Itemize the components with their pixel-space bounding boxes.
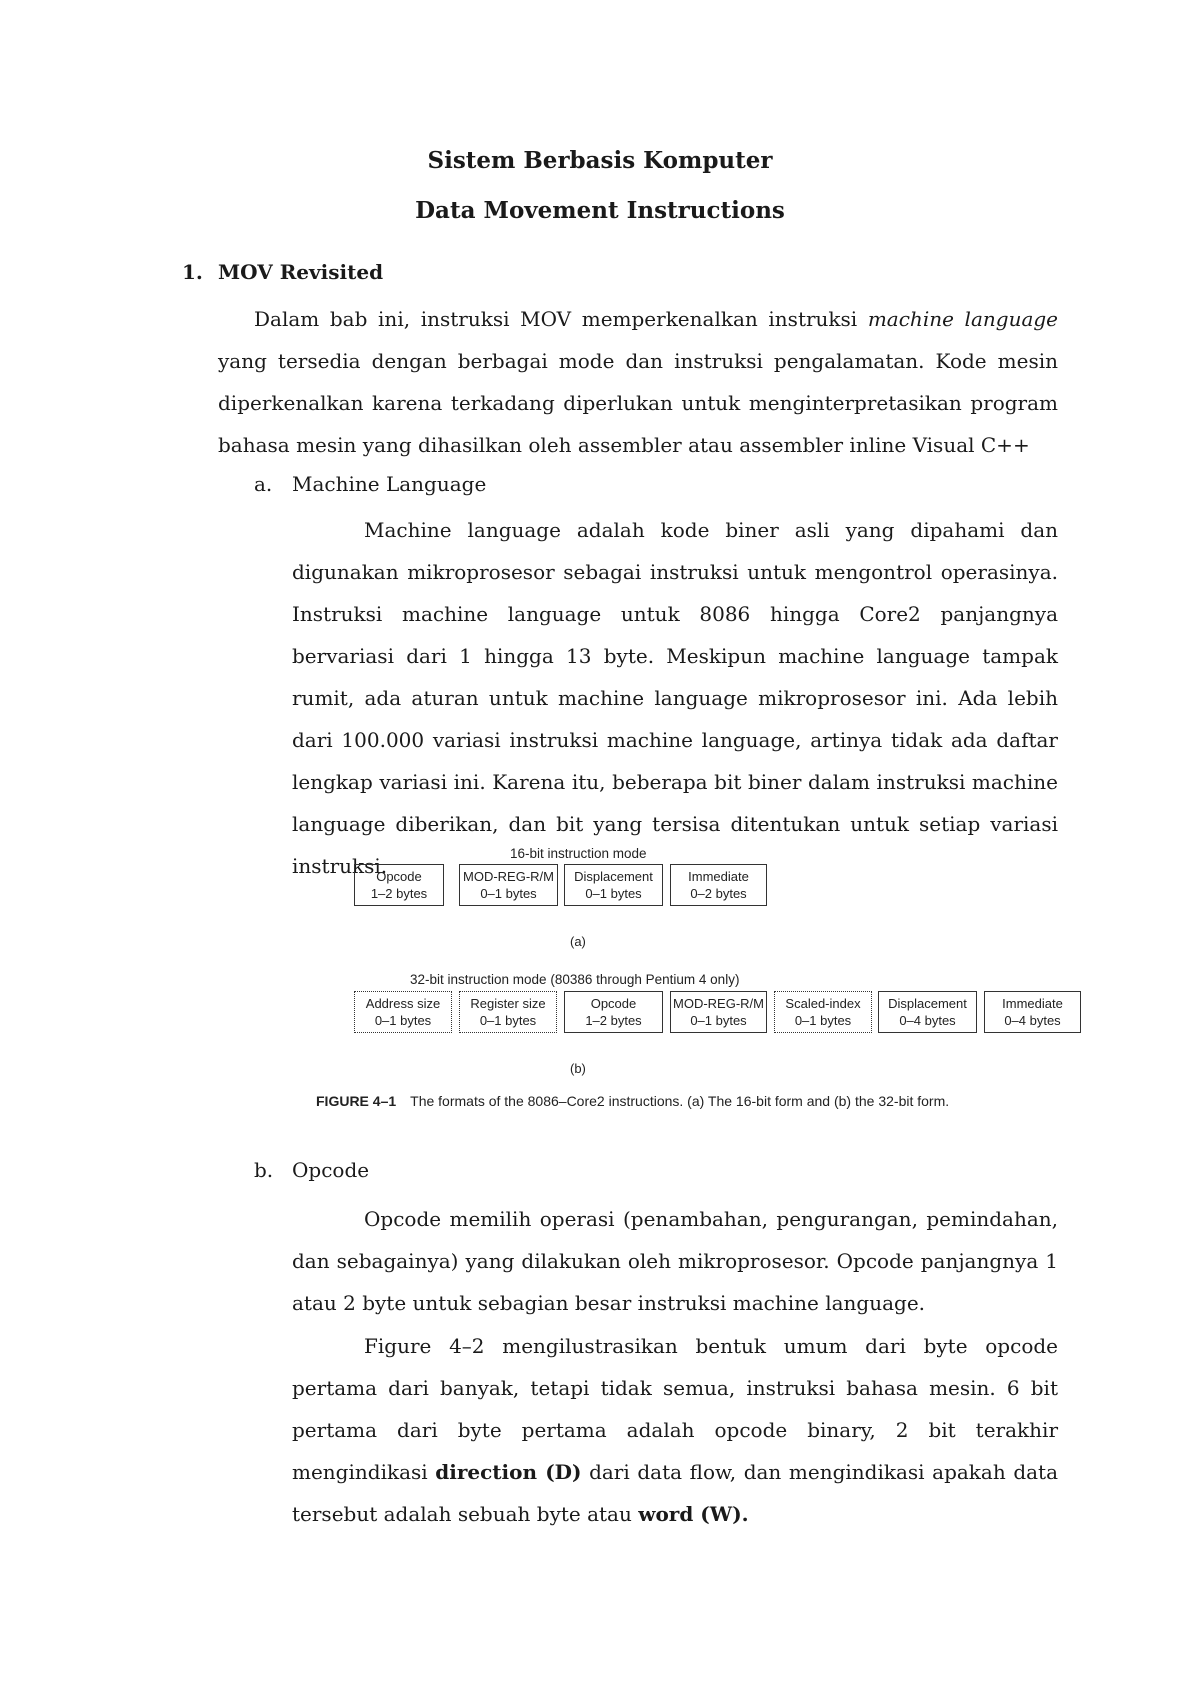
figure-32bit-label: 32-bit instruction mode (80386 through Pentium 4 only) [410,972,740,987]
intro-text-a: Dalam bab ini, instruksi MOV memperkenalkan instruksi [254,307,868,331]
figure-caption-text: The formats of the 8086–Core2 instructions. (a) The 16-bit form and (b) the 32-bit form. [410,1093,950,1109]
field-name: Opcode [590,996,637,1011]
intro-text-emphasis: machine language [867,307,1059,331]
document-title: Sistem Berbasis Komputer [427,147,773,174]
field-size: 0–4 bytes [1004,1013,1061,1028]
field-box-32-register-size [459,991,557,1033]
figure-sublabel-a: (a) [570,934,586,949]
field-name: Register size [470,996,546,1011]
figure-sublabel-b: (b) [570,1061,586,1076]
field-name: Immediate [1002,996,1063,1011]
field-name: Address size [365,996,441,1011]
figure-caption [316,1093,949,1109]
field-box-32-immediate [984,991,1081,1033]
intro-paragraph [218,298,1058,466]
figure-instruction-formats [316,846,1110,1116]
section-number: 1. [182,260,203,284]
field-box-32-opcode [564,991,663,1033]
field-box-32-address-size [354,991,452,1033]
field-size: 0–1 bytes [374,1013,432,1028]
field-box-32-scaled-index [774,991,872,1033]
opcode-text-2b: dari data flow, dan mengindikasi apakah data tersebut adalah sebuah byte atau [292,1460,1059,1526]
field-size: 1–2 bytes [585,1013,642,1028]
opcode-paragraph-1 [292,1198,1058,1324]
field-box-16-modregrm [459,864,558,906]
field-name: Displacement [888,996,967,1011]
opcode-paragraph-2 [292,1325,1058,1535]
machine-language-paragraph [292,509,1058,887]
field-box-16-immediate [670,864,767,906]
document-subtitle: Data Movement Instructions [415,197,785,224]
field-size: 0–2 bytes [690,886,747,901]
subsection-b-title: Opcode [292,1158,370,1182]
field-size: 1–2 bytes [370,886,428,901]
field-name: Opcode [376,869,422,884]
field-size: 0–1 bytes [794,1013,852,1028]
opcode-text-2a: Figure 4–2 mengilustrasikan bentuk umum dari byte opcode pertama dari banyak, tetapi tidak semua, instruksi bahasa mesin. 6 bit pertama dari byte pertama adalah opcode binary, 2 bit terakhir mengindikasi [292,1334,1058,1484]
field-name: Displacement [574,869,653,884]
word-term: word (W). [638,1502,749,1526]
section-title: MOV Revisited [218,260,384,284]
field-box-16-displacement [564,864,663,906]
field-box-16-opcode [354,864,444,906]
field-box-32-modregrm [670,991,767,1033]
direction-term: direction (D) [435,1460,582,1484]
opcode-text-1: Opcode memilih operasi (penambahan, pengurangan, pemindahan, dan sebagainya) yang dilakukan oleh mikroprosesor. Opcode panjangnya 1 atau 2 byte untuk sebagian besar instruksi machine language. [292,1207,1058,1315]
subsection-a-title: Machine Language [292,472,487,496]
machine-language-text: Machine language adalah kode biner asli yang dipahami dan digunakan mikroprosesor sebagai instruksi untuk mengontrol operasinya. Instruksi machine language untuk 8086 hingga Core2 panjangnya bervariasi dari 1 hingga 13 byte. Meskipun machine language tampak rumit, ada aturan untuk machine language mikroprosesor ini. Ada lebih dari 100.000 variasi instruksi machine language, artinya tidak ada daftar lengkap variasi ini. Karena itu, beberapa bit biner dalam instruksi machine language diberikan, dan bit yang tersisa ditentukan untuk setiap variasi instruksi. [292,518,1058,878]
intro-text-b: yang tersedia dengan berbagai mode dan instruksi pengalamatan. Kode mesin diperkenalkan karena terkadang diperlukan untuk menginterpretasikan program bahasa mesin yang dihasilkan oleh assembler atau assembler inline Visual C++ [218,349,1058,457]
subsection-a-letter: a. [254,472,273,496]
field-name: MOD-REG-R/M [463,869,554,884]
figure-16bit-label: 16-bit instruction mode [510,846,647,861]
field-size: 0–1 bytes [585,886,642,901]
field-size: 0–1 bytes [480,886,537,901]
field-box-32-displacement [878,991,977,1033]
subsection-b-letter: b. [254,1158,274,1182]
field-size: 0–1 bytes [690,1013,747,1028]
field-size: 0–4 bytes [899,1013,956,1028]
field-name: Scaled-index [785,996,861,1011]
field-name: Immediate [688,869,749,884]
field-size: 0–1 bytes [479,1013,537,1028]
field-name: MOD-REG-R/M [673,996,764,1011]
figure-caption-number: FIGURE 4–1 [316,1093,397,1109]
